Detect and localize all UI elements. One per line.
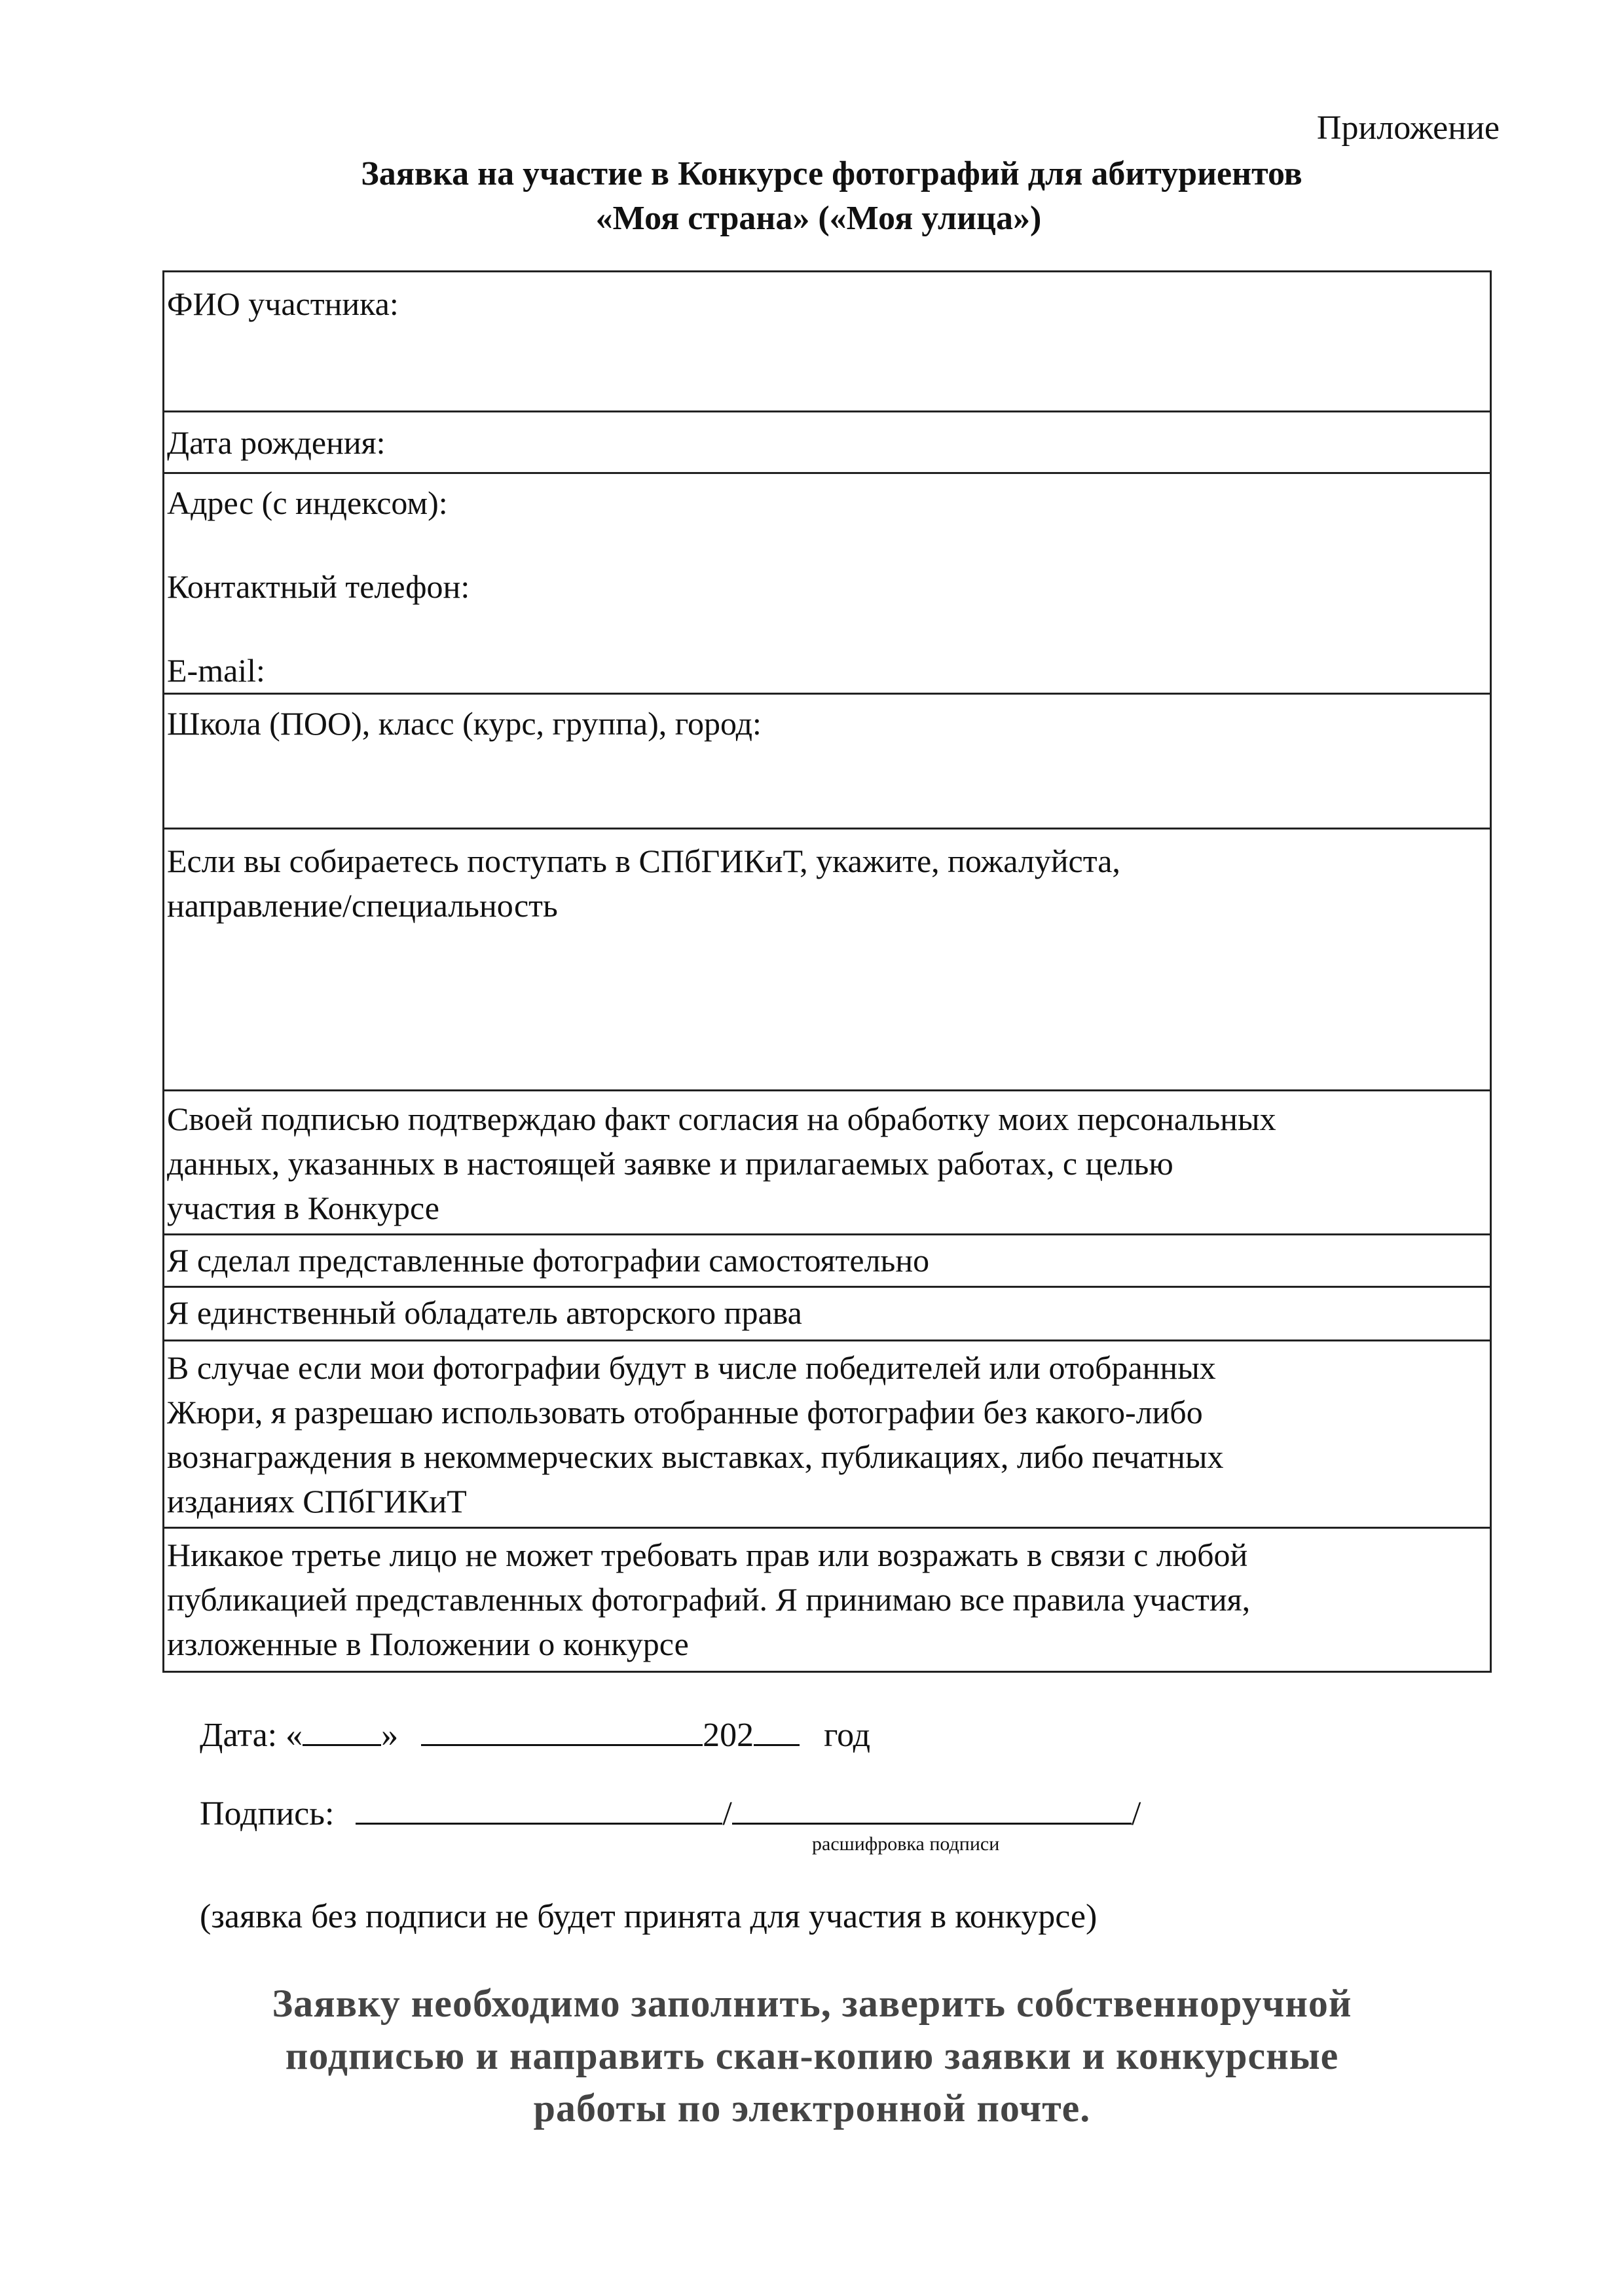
signature-decoding-blank[interactable]: [732, 1794, 1132, 1825]
row-sole-owner: [164, 1287, 1491, 1341]
month-blank[interactable]: [421, 1715, 703, 1746]
third-party-line-1: Никакое третье лицо не может требовать прав или возражать в связи с любой: [167, 1537, 1248, 1573]
year-suffix: год: [824, 1717, 871, 1754]
direction-cell[interactable]: [164, 829, 1491, 1091]
signature-line: [200, 1794, 1141, 1834]
final-instruction-line-2: подписью и направить скан-копию заявки и конкурсные: [285, 2034, 1339, 2077]
consent-line-3: участия в Конкурсе: [167, 1190, 439, 1226]
birth-date-cell[interactable]: [164, 412, 1491, 473]
school-cell[interactable]: [164, 694, 1491, 829]
permission-cell: [164, 1341, 1491, 1528]
permission-line-3: вознаграждения в некоммерческих выставках, публикациях, либо печатных: [167, 1438, 1224, 1475]
self-made-statement: Я сделал представленные фотографии самостоятельно: [167, 1242, 930, 1279]
fio-label: ФИО участника:: [167, 285, 399, 322]
annex-label: Приложение: [1316, 109, 1500, 147]
contacts-cell[interactable]: [164, 473, 1491, 694]
permission-line-2: Жюри, я разрешаю использовать отобранные фотографии без какого-либо: [167, 1394, 1203, 1430]
year-prefix: 202: [703, 1717, 754, 1754]
self-made-cell: [164, 1235, 1491, 1287]
fio-cell[interactable]: [164, 272, 1491, 412]
application-form-table: [162, 270, 1492, 1673]
consent-cell: [164, 1091, 1491, 1235]
form-title-line-2: «Моя страна» («Моя улица»): [595, 200, 1042, 237]
final-instruction: [0, 1977, 1624, 2134]
birth-date-label: Дата рождения:: [167, 424, 386, 461]
third-party-line-2: публикацией представленных фотографий. Я принимаю все правила участия,: [167, 1581, 1251, 1618]
sole-owner-cell: [164, 1287, 1491, 1341]
date-line: [200, 1715, 870, 1755]
consent-line-2: данных, указанных в настоящей заявке и прилагаемых работах, с целью: [167, 1145, 1173, 1182]
signature-slash-2: /: [1131, 1795, 1141, 1832]
sole-owner-statement: Я единственный обладатель авторского права: [167, 1294, 802, 1331]
third-party-line-3: изложенные в Положении о конкурсе: [167, 1626, 689, 1662]
row-fio: [164, 272, 1491, 412]
consent-line-1: Своей подписью подтверждаю факт согласия на обработку моих персональных: [167, 1101, 1276, 1137]
row-consent: [164, 1091, 1491, 1235]
date-close-quote: »: [381, 1717, 399, 1754]
row-birth-date: [164, 412, 1491, 473]
form-title-line-1: Заявка на участие в Конкурсе фотографий для абитуриентов: [361, 155, 1302, 192]
direction-label-line-1: Если вы собираетесь поступать в СПбГИКиТ, укажите, пожалуйста,: [167, 843, 1120, 879]
signature-label: Подпись:: [200, 1795, 335, 1832]
row-permission: [164, 1341, 1491, 1528]
form-title: [0, 152, 1624, 241]
third-party-cell: [164, 1528, 1491, 1672]
direction-label-line-2: направление/специальность: [167, 887, 558, 924]
row-self-made: [164, 1235, 1491, 1287]
signature-note: (заявка без подписи не будет принята для участия в конкурсе): [200, 1898, 1098, 1935]
address-label: Адрес (с индексом):: [167, 484, 448, 521]
row-third-party: [164, 1528, 1491, 1672]
final-instruction-line-3: работы по электронной почте.: [533, 2086, 1091, 2130]
row-school: [164, 694, 1491, 829]
date-label: Дата: «: [200, 1717, 303, 1754]
year-blank[interactable]: [754, 1715, 800, 1746]
permission-line-4: изданиях СПбГИКиТ: [167, 1483, 467, 1520]
signature-caption: расшифровка подписи: [812, 1833, 1000, 1855]
permission-line-1: В случае если мои фотографии будут в числе победителей или отобранных: [167, 1349, 1216, 1386]
school-label: Школа (ПОО), класс (курс, группа), город:: [167, 705, 762, 742]
final-instruction-line-1: Заявку необходимо заполнить, заверить собственноручной: [272, 1982, 1352, 2025]
email-label: E-mail:: [167, 652, 265, 689]
row-contacts: [164, 473, 1491, 694]
signature-slash-1: /: [722, 1795, 732, 1832]
phone-label: Контактный телефон:: [167, 568, 470, 605]
day-blank[interactable]: [303, 1715, 381, 1746]
signature-blank[interactable]: [356, 1794, 722, 1825]
row-direction: [164, 829, 1491, 1091]
